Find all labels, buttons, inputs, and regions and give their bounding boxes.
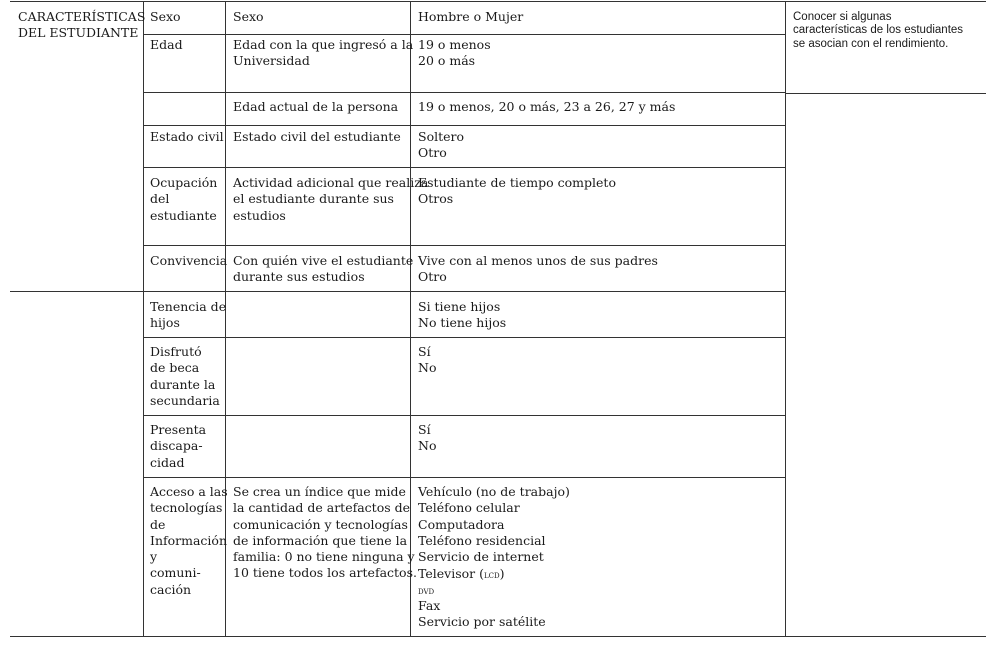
definition-cell: Edad con la que ingresó a la Universidad [233, 37, 414, 69]
row-rule [143, 245, 785, 246]
definition-cell: Con quién vive el estudiante durante sus estudios [233, 253, 414, 285]
row-rule [143, 125, 785, 126]
row-rule [143, 337, 785, 338]
variable-cell: Presenta discapa- cidad [150, 422, 207, 470]
variable-cell: Disfrutó de beca durante la secundaria [150, 344, 220, 408]
section-title: CARACTERÍSTICAS DEL ESTUDIANTE [18, 9, 146, 41]
categories-cell: Sí No [418, 344, 437, 376]
rule-bottom [10, 636, 986, 637]
col-divider-1 [143, 1, 144, 637]
row-rule [143, 415, 785, 416]
categories-cell: Soltero Otro [418, 129, 465, 161]
categories-cell: 19 o menos 20 o más [418, 37, 491, 69]
definition-cell: Estado civil del estudiante [233, 129, 401, 144]
variable-cell: Convivencia [150, 253, 228, 268]
rule-section [10, 291, 143, 292]
variable-cell: Ocupación del estudiante [150, 175, 218, 223]
tv-abbr: lcd [484, 570, 500, 581]
satellite-item: Servicio por satélite [418, 614, 546, 629]
variable-cell: Tenencia de hijos [150, 299, 227, 331]
tv-suffix: ) [499, 566, 505, 581]
categories-cell: Hombre o Mujer [418, 9, 524, 24]
tv-prefix: Televisor ( [418, 566, 484, 581]
definition-cell: Actividad adicional que realiza el estudiante durante sus estudios [233, 175, 429, 223]
variable-cell: Sexo [150, 9, 181, 24]
definition-cell: Edad actual de la persona [233, 99, 399, 114]
rule-top [10, 1, 986, 2]
objective-text: Conocer si algunas características de los estudiantes se asocian con el rendimiento. [793, 11, 964, 50]
row-rule [143, 92, 785, 93]
categories-cell: Sí No [418, 422, 437, 454]
variable-cell: Acceso a las tecnologías de Información y comuni- cación [150, 484, 228, 597]
objective-rule [785, 93, 986, 94]
dvd-abbr: dvd [418, 586, 435, 597]
definition-cell: Sexo [233, 9, 264, 24]
row-rule [143, 477, 785, 478]
row-rule [143, 291, 785, 292]
categories-cell: 19 o menos, 20 o más, 23 a 26, 27 y más [418, 99, 676, 114]
categories-cell: Estudiante de tiempo completo Otros [418, 175, 616, 207]
definition-cell: Se crea un índice que mide la cantidad de artefactos de comunicación y tecnologías de información que tiene la familia: 0 no tiene ninguna y 10 tiene todos los artefactos. [233, 484, 417, 581]
row-rule [143, 34, 785, 35]
categories-cell: Vehículo (no de trabajo) Teléfono celular Computadora Teléfono residencial Servicio de internet [418, 484, 570, 565]
categories-cell: Si tiene hijos No tiene hijos [418, 299, 507, 331]
col-divider-4 [785, 1, 786, 637]
fax-item: Fax [418, 598, 441, 613]
variable-cell: Edad [150, 37, 183, 52]
variable-cell: Estado civil [150, 129, 224, 144]
row-rule [143, 167, 785, 168]
categories-cell: Vive con al menos unos de sus padres Otro [418, 253, 658, 285]
